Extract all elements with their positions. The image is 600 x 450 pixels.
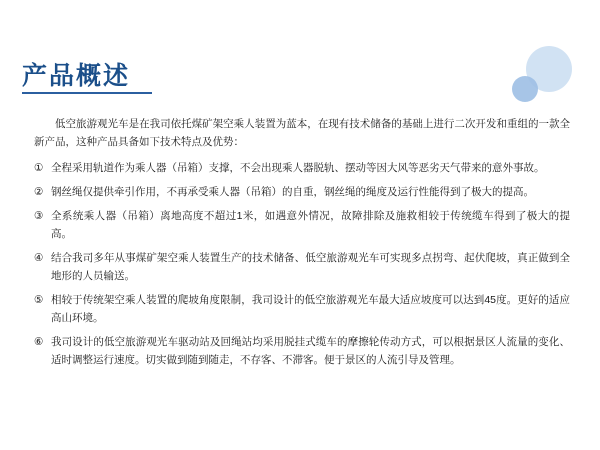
slide-body xyxy=(34,116,570,375)
intro-paragraph: 低空旅游观光车是在我司依托煤矿架空乘人装置为蓝本，在现有技术储备的基础上进行二次开发和重组的一款全新产品，这种产品具备如下技术特点及优势： xyxy=(34,118,570,148)
page-title: 产品概述 xyxy=(22,61,131,90)
list-item-marker: ⑤ xyxy=(34,293,44,306)
list-item xyxy=(34,183,570,201)
list-item xyxy=(34,207,570,243)
list-item xyxy=(34,291,570,327)
list-item-marker: ② xyxy=(34,185,44,198)
list-item-marker: ③ xyxy=(34,209,44,222)
decorative-circle-small-icon xyxy=(512,76,538,102)
list-item xyxy=(34,333,570,369)
list-item-text: 全程采用轨道作为乘人器（吊箱）支撑，不会出现乘人器脱轨、摆动等因大风等恶劣天气带来的意外事故。 xyxy=(51,161,545,174)
list-item-text: 钢丝绳仅提供牵引作用，不再承受乘人器（吊箱）的自重，钢丝绳的绳度及运行性能得到了极大的提高。 xyxy=(51,185,534,198)
list-item-marker: ④ xyxy=(34,251,44,264)
list-item-marker: ① xyxy=(34,161,44,174)
list-item xyxy=(34,159,570,177)
feature-list xyxy=(34,159,570,369)
list-item-marker: ⑥ xyxy=(34,336,44,349)
list-item xyxy=(34,249,570,285)
list-item-text: 结合我司多年从事煤矿架空乘人装置生产的技术储备、低空旅游观光车可实现多点拐弯、起伏爬坡，真正做到全地形的人员输送。 xyxy=(51,251,570,282)
list-item-text: 相较于传统架空乘人装置的爬坡角度限制，我司设计的低空旅游观光车最大适应坡度可以达到45度。更好的适应高山环境。 xyxy=(51,293,570,325)
list-item-text: 我司设计的低空旅游观光车驱动站及回绳站均采用脱挂式缆车的摩擦轮传动方式，可以根据景区人流量的变化、适时调整运行速度。切实做到随到随走，不存客、不滞客。便于景区的人流引导及管理。 xyxy=(51,336,570,367)
title-underline-divider xyxy=(22,92,152,94)
decorative-circle-large-icon xyxy=(526,46,572,92)
list-item-text: 全系统乘人器（吊箱）离地高度不超过1米，如遇意外情况，故障排除及施救相较于传统缆车得到了极大的提高。 xyxy=(51,209,570,240)
